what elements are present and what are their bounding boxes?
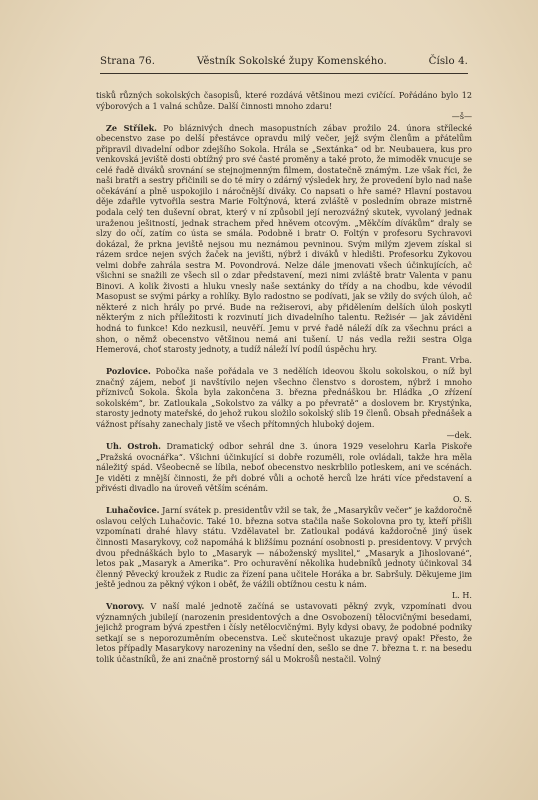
article-vnorovy [96,601,472,665]
article-text: Po bláznivých dnech masopustních zábav prožilo 24. února střílecké obecenstvo zase po delší přestávce opravdu milý večer, jejž svým členům a přátelům připravil divadelní odbor zdejšího Sokola. Hrála se „Sextánka“ od br. Neubauera, kus pro venkovská jeviště dosti obtížný pro své časté proměny a také proto, že mimoděk vnucuje se celé řadě diváků srovnání se stejnojmenným filmem, dostatečně známým. Lze však říci, že naši bratři a sestry přičinili se do té míry o zdárný výsledek hry, že provedení bylo nad naše očekávání a plně uspokojilo i náročnější diváky. Co napsati o hře samé? Hlavní postavou děje zdařile vytvořila sestra Marie Foltýnová, která zvláště v posledním obraze mistrně podala celý ten duševní obrat, který v ní způsobil její nerozvážný skutek, vyvolaný jednak uraženou ješitností, jednak strachem před hněvem otcovým. „Měkčím dívákům“ draly se slzy do očí, zatím co ústa se smála. Podobně i bratr O. Foltýn v profesoru Sychravovi dokázal, že prkna jeviště nejsou mu neznámou pevninou. Svým milým zjevem získal si rázem srdce nejen svých žaček na jevišti, nýbrž i diváků v hledišti. Profesorku Zykovou velmi dobře zahrála sestra M. Povondrová. Nelze dále jmenovati všech účinkujících, ač všichni se snažili ze všech sil o zdar představení, mezi nimi zvláště bratr Valenta v panu Binovi. A kolik živosti a hluku vnesly naše sextánky do třídy a na chodbu, kde vévodil Masopust se svými párky a rohlíky. Bylo radostno se podívati, jak se vžily do svých úloh, ač některé z nich hrály po prvé. Bude na režiserovi, aby přidělením delších úloh poskytl některým z nich příležitosti k rozvinutí jich divadelního talentu. Režisér — jak záviděni hodná to funkce! Kdo nezkusil, neuvěří. Jemu v prvé řadě náleží dík za všechnu práci a shon, o němž obecenstvo většinou nemá ani tušení. U nás vedla režii sestra Olga Hemerová, choť starosty jednoty, a tudíž náleží lví podíl úspěchu hry. [96,123,473,355]
article-heading: Pozlovice. [106,366,151,377]
article-heading: Luhačovice. [106,505,160,516]
article-signature: Frant. Vrba. [422,355,472,365]
article-text: Pobočka naše pořádala ve 3 nedělích ideovou školu sokolskou, o níž byl značný zájem, neboť ji navštívilo nejen všechno členstvo s dorostem, nýbrž i mnoho příznivců Sokola. Škola byla zakončena 3. března přednáškou br. Hládka „O zřízení sokolském“, br. Zatloukala „Sokolstvo za války a po převratě“ a doslovem br. Krystýnka, starosty jednoty mateřské, do jehož rukou složilo sokolský slib 19 členů. Obsah přednášek a vážnost přísahy zanechaly jistě ve všech přítomných hluboký dojem. [96,367,472,429]
article-body [96,91,472,666]
article-signature: O. S. [452,494,472,504]
article-luhacovice [96,505,472,590]
article-signature: L. H. [451,590,472,600]
article-heading: Uh. Ostroh. [106,441,161,452]
journal-title: Věstník Sokolské župy Komenského. [196,56,387,67]
article-heading: Vnorovy. [106,601,145,612]
issue-number: Číslo 4. [428,56,468,67]
intro-signature: —š— [451,112,472,122]
article-signature: —dek. [446,430,472,440]
article-strilky [96,123,472,356]
intro-paragraph [96,91,472,112]
page-number: Strana 76. [100,56,156,67]
article-pozlovice [96,366,472,430]
article-text: Dramatický odbor sehrál dne 3. února 1929 veselohru Karla Piskoře „Pražská ovocnářka“. Všichni účinkující si dobře rozuměli, role ovládali, takže hra měla náležitý spád. Všeobecně se líbila, neboť obecenstvo neskrblilo potleskem, ani ve scénách. Je viděti z mnější činnosti, že při dobré vůli a ochotě herců lze hráti více představení a přivésti divadlo na úroveň větším scénám. [96,442,472,494]
article-uh-ostroh [96,441,472,495]
article-text: Jarní svátek p. presidentův vžil se tak, že „Masarykův večer“ je každoročně oslavou celých Luhačovic. Také 10. března sotva stačila naše Sokolovna pro ty, kteří přišli vzpomínati drahé hlavy státu. Vzdělavatel br. Zatloukal podává každoročně jiný úsek činnosti Masarykovy, což napomáhá k bližšímu poznání osobnosti p. presidentovy. V prvých dvou přednáškách bylo to „Masaryk — náboženský myslitel,“ „Masaryk a Jihoslované“, letos pak „Masaryk a Amerika“. Pro ochuravění několika hudebníků jednoty účinkoval 34 členný Pěvecký kroužek z Rudic za řízení pana učitele Horáka a br. Sabršuly. Děkujeme jim ještě jednou za pěkný výkon i oběť, že vážili obtížnou cestu k nám. [96,506,472,590]
running-header [100,56,468,74]
intro-text: tisků různých sokolských časopisů, které rozdává většinou mezi cvičící. Pořádáno bylo 12 výborových a 1 valná schůze. Další činnosti mnoho zdaru! [96,91,472,111]
article-heading: Ze Střílek. [106,122,157,133]
article-text: V naší malé jednotě začíná se ustavovati pěkný zvyk, vzpomínati dvou významných jubilejí (narozenin presidentových a dne Osvobození) tělocvičnými besedami, jejichž program bývá zpestřen i čísly netělocvičnými. Byly kdysi obavy, že podobné podniky setkají se s neporozuměním obecenstva. Leč skutečnost ukazuje pravý opak! Přesto, že letos případly Masarykovy narozeniny na všední den, sešlo se dne 7. března t. r. na besedu tolik účastníků, že ani značně prostorný sál u Mokrošů nestačil. Volný [96,602,472,664]
